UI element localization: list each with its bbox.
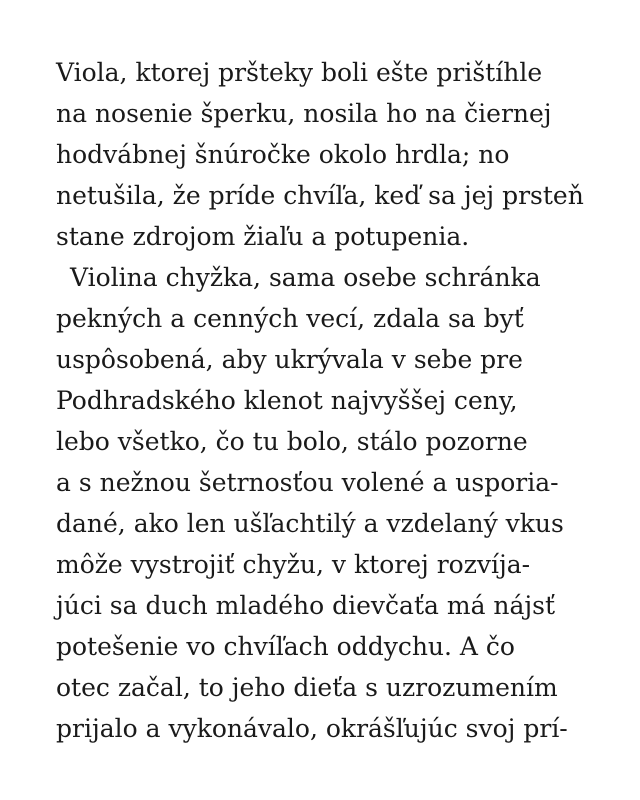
text-line: a s nežnou šetrnosťou volené a usporia-: [56, 468, 559, 497]
text-line: pekných a cenných vecí, zdala sa byť: [56, 304, 524, 333]
paragraph-2: [56, 257, 596, 749]
text-line: netušila, že príde chvíľa, keď sa jej prsteň: [56, 181, 584, 210]
paragraph-1: [56, 52, 596, 257]
text-line: potešenie vo chvíľach oddychu. A čo: [56, 632, 515, 661]
book-page: [56, 52, 596, 749]
text-line: Violina chyžka, sama osebe schránka: [70, 263, 541, 292]
text-line: Podhradského klenot najvyššej ceny,: [56, 386, 518, 415]
text-line: uspôsobená, aby ukrývala v sebe pre: [56, 345, 523, 374]
text-line: Viola, ktorej pršteky boli ešte prištíhle: [56, 58, 543, 87]
text-line: na nosenie šperku, nosila ho na čiernej: [56, 99, 552, 128]
text-line: stane zdrojom žiaľu a potupenia.: [56, 222, 470, 251]
text-line: môže vystrojiť chyžu, v ktorej rozvíja-: [56, 550, 531, 579]
text-line: prijalo a vykonávalo, okrášľujúc svoj prí-: [56, 714, 568, 743]
text-line: otec začal, to jeho dieťa s uzrozumením: [56, 673, 558, 702]
text-line: hodvábnej šnúročke okolo hrdla; no: [56, 140, 510, 169]
text-line: júci sa duch mladého dievčaťa má nájsť: [56, 591, 556, 620]
text-line: dané, ako len ušľachtilý a vzdelaný vkus: [56, 509, 564, 538]
text-line: lebo všetko, čo tu bolo, stálo pozorne: [56, 427, 528, 456]
